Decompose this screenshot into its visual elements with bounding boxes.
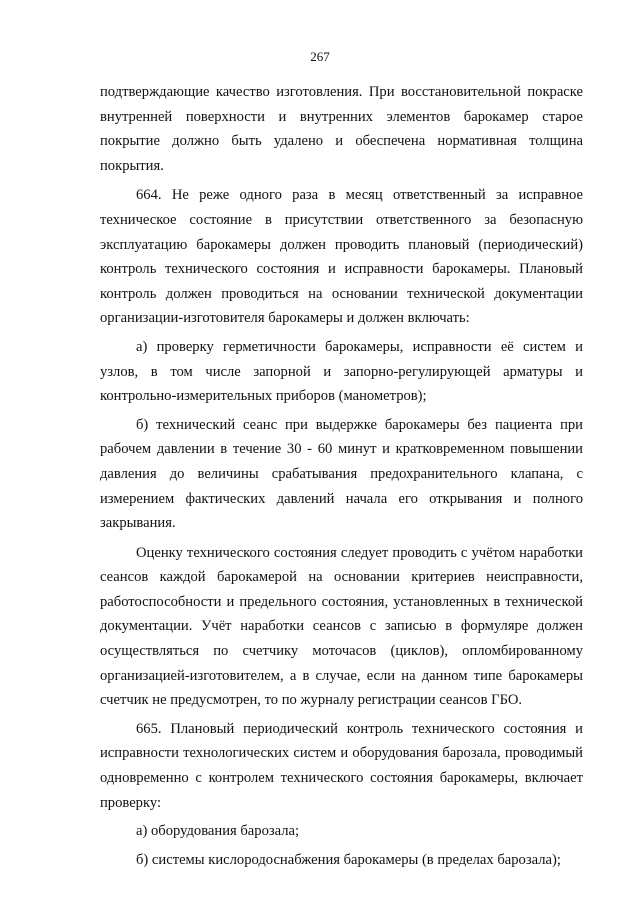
paragraph-item-665: 665. Плановый периодический контроль технического состояния и исправности технологических систем и оборудования барозала, проводимый одновременно с контролем технического состояния барокамеры, включает проверку: xyxy=(100,720,583,811)
paragraph-assessment: Оценку технического состояния следует проводить с учётом наработки сеансов каждой барокамерой на основании критериев неисправности, работоспособности и предельного состояния, установленных в технической документации. Учёт наработки сеансов с записью в формуляре должен осуществляться по счетчику моточасов (циклов), опломбированному организацией-изготовителем, а в случае, если на данном типе барокамеры счетчик не предусмотрен, то по журналу регистрации сеансов ГБО. xyxy=(100,544,583,709)
page-number: 267 xyxy=(310,49,330,64)
paragraph-subitem-a: а) проверку герметичности барокамеры, исправности её систем и узлов, в том числе запорной и запорно-регулирующей арматуры и контрольно-измерительных приборов (манометров); xyxy=(100,338,583,405)
paragraph-subitem-b: б) технический сеанс при выдержке барокамеры без пациента при рабочем давлении в течение 30 - 60 минут и кратковременном повышении давления до величины срабатывания предохранительного клапана, с измерением фактических давлений начала его открывания и полного закрывания. xyxy=(100,416,583,532)
paragraph-subitem-a-2: а) оборудования барозала; xyxy=(136,823,300,840)
document-body xyxy=(100,80,583,872)
paragraph-continuation: подтверждающие качество изготовления. При восстановительной покраске внутренней поверхности и внутренних элементов барокамер старое покрытие должно быть удалено и обеспечена нормативная толщина покрытия. xyxy=(100,84,583,174)
paragraph-item-664: 664. Не реже одного раза в месяц ответственный за исправное техническое состояние в присутствии ответственного за безопасную эксплуатацию барокамеры должен проводить плановый (периодический) контроль технического состояния и исправности барокамеры. Плановый контроль должен проводиться на основании технической документации организации-изготовителя барокамеры и должен включать: xyxy=(100,187,583,327)
paragraph-subitem-b-2: б) системы кислородоснабжения барокамеры (в пределах барозала); xyxy=(136,851,561,868)
